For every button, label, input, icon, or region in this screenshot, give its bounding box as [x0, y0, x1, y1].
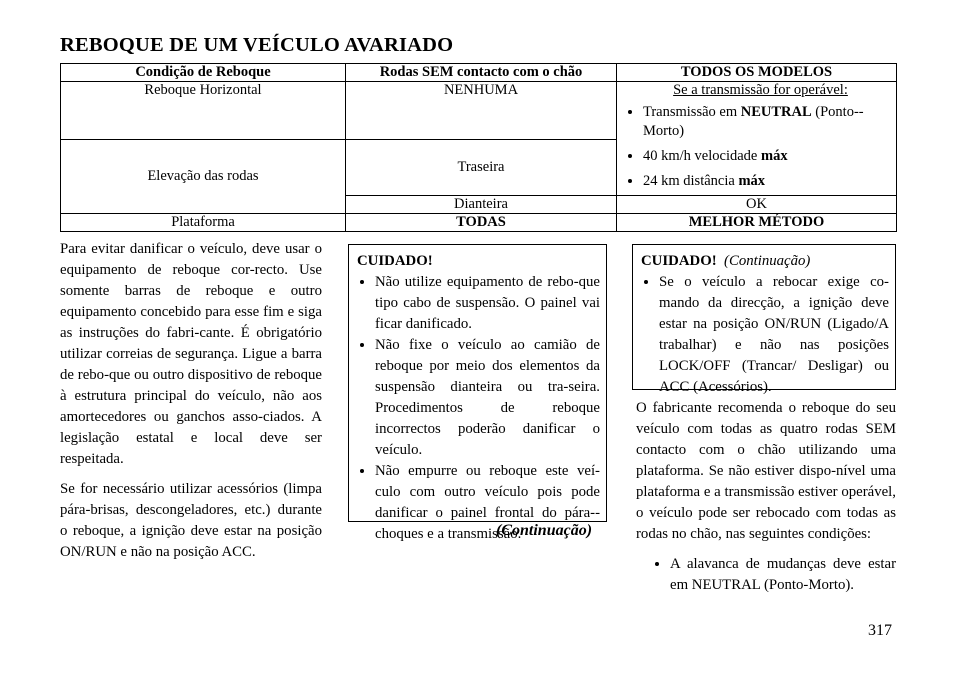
table-cell: OK: [617, 196, 897, 214]
table-header: Condição de Reboque: [61, 64, 346, 82]
list-item: • Transmissão em NEUTRAL (Ponto--Morto): [643, 103, 888, 141]
table-header-row: [61, 64, 897, 82]
list-item: • 40 km/h velocidade máx: [643, 147, 888, 166]
page-title: REBOQUE DE UM VEÍCULO AVARIADO: [60, 34, 454, 56]
list-item: • 24 km distância máx: [643, 172, 888, 191]
right-column-text: [636, 398, 896, 596]
caution-heading: CUIDADO!: [357, 253, 433, 269]
table-cell: Traseira: [346, 140, 617, 196]
list-item: • Se o veículo a rebocar exige co-mando da direcção, a ignição deve estar na posição ON/RUN (Ligado/A trabalhar) e não nas posições LOCK/OFF (Trancar/ Desligar) ou ACC (Acessórios).: [659, 272, 889, 398]
table-cell: Reboque Horizontal: [61, 82, 346, 140]
list-item: • Não utilize equipamento de rebo-que tipo cabo de suspensão. O painel vai ficar danificado.: [375, 272, 600, 335]
paragraph: Para evitar danificar o veículo, deve usar o equipamento de reboque cor-recto. Use somente barras de reboque e outro equipamento concebido para esse fim e siga as instruções do fabri-cante. É obrigatório utilizar correias de segurança. Ligue a barra de rebo-que ou outro dispositivo de reboque à estrutura principal do veículo, não aos amortecedores ou ganchos asso-ciados. A legislação estatal e local deve ser respeitada.: [60, 241, 322, 467]
paragraph: Se for necessário utilizar acessórios (limpa pára-brisas, descongeladores, etc.) durante o reboque, a ignição deve estar na posição ON/RUN e não na posição ACC.: [60, 481, 322, 560]
table-cell: MELHOR MÉTODO: [617, 214, 897, 232]
left-column-text: [60, 239, 322, 572]
towing-table: [60, 63, 897, 232]
table-cell: Plataforma: [61, 214, 346, 232]
continued-label: (Continuação): [496, 522, 593, 539]
caution-box-continued: [632, 244, 896, 395]
list-item: • A alavanca de mudanças deve estar em NEUTRAL (Ponto-Morto).: [670, 554, 896, 596]
table-header: Rodas SEM contacto com o chão: [346, 64, 617, 82]
conditions-title: Se a transmissão for operável:: [673, 82, 848, 98]
table-row: [61, 214, 897, 232]
list-item: • Não empurre ou reboque este veí-culo com outro veículo pois pode danificar o painel frontal do pára--choques e a transmissão.: [375, 461, 600, 545]
table-cell: Dianteira: [346, 196, 617, 214]
table-cell: NENHUMA: [346, 82, 617, 140]
paragraph: O fabricante recomenda o reboque do seu veículo com todas as quatro rodas SEM contacto com o chão utilizando uma plataforma. Se não estiver dispo-nível uma plataforma e a transmissão estiver operável, o veículo pode ser rebocado com todas as rodas no chão, nas seguintes condições:: [636, 400, 896, 542]
table-row: [61, 82, 897, 140]
table-header: TODOS OS MODELOS: [617, 64, 897, 82]
table-cell: TODAS: [346, 214, 617, 232]
list-item: • Não fixe o veículo ao camião de reboque por meio dos elementos da suspensão dianteira ou tra-seira. Procedimentos de reboque incorrectos poderão danificar o veículo.: [375, 335, 600, 461]
caution-heading: CUIDADO! (Continuação): [641, 253, 811, 269]
page-number: 317: [868, 622, 892, 639]
table-cell: Elevação das rodas: [61, 140, 346, 214]
transmission-conditions-cell: [617, 82, 897, 196]
